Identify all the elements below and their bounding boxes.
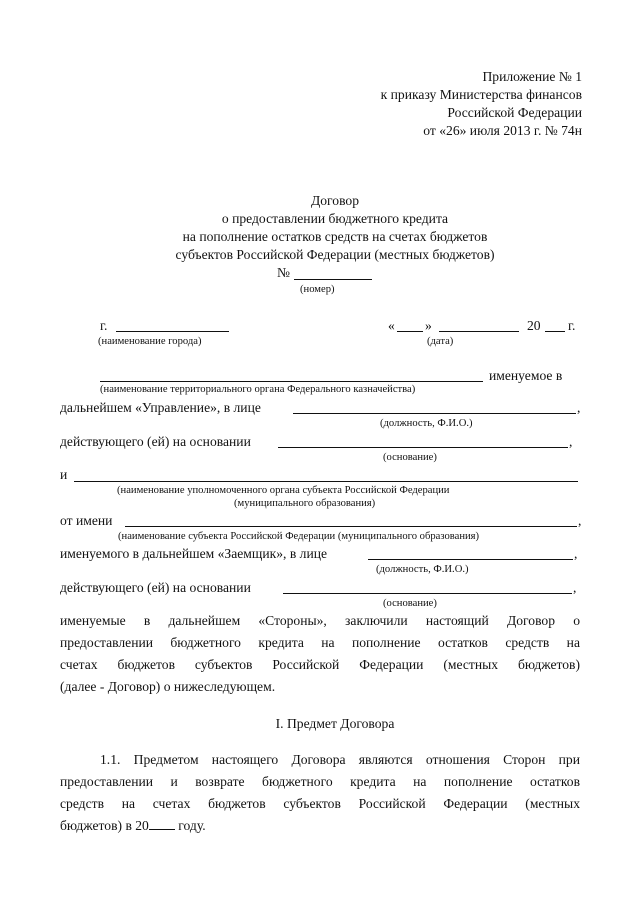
basis-caption-2: (основание) (383, 598, 437, 609)
section-heading: I. Предмет Договора (275, 716, 395, 731)
appendix-line-2: к приказу Министерства финансов (380, 87, 582, 102)
number-sign: № (277, 265, 290, 280)
date-quote-close: » (425, 318, 432, 333)
territorial-body-field[interactable] (100, 381, 483, 382)
named-as-text: именуемое в (489, 368, 563, 383)
year-field[interactable] (545, 331, 565, 332)
city-caption: (наименование города) (98, 336, 202, 347)
authority-caption-1: (наименование уполномоченного органа субъекта Российской Федерации (117, 485, 450, 496)
upravlenie-person-field[interactable] (293, 413, 576, 414)
position-caption-1: (должность, Ф.И.О.) (380, 418, 473, 429)
appendix-line-3: Российской Федерации (447, 105, 582, 120)
title-line-2: о предоставлении бюджетного кредита (221, 211, 449, 226)
borrower-text: именуемого в дальнейшем «Заемщик», в лице (60, 546, 328, 561)
city-field[interactable] (116, 331, 229, 332)
credit-year-field[interactable] (149, 817, 175, 830)
section-line-4 (60, 815, 580, 837)
subject-caption: (наименование субъекта Российской Федерации (муниципального образования) (118, 531, 480, 542)
intro-line-1: именуемые в дальнейшем «Стороны», заключили настоящий Договор о (60, 613, 580, 628)
acting-basis-text-1: действующего (ей) на основании (60, 434, 251, 449)
on-behalf-text: от имени (60, 513, 113, 528)
section-line-1: 1.1. Предметом настоящего Договора являются отношения Сторон при (100, 752, 580, 767)
intro-paragraph (60, 610, 580, 698)
title-line-4: субъектов Российской Федерации (местных бюджетов) (175, 247, 495, 262)
section-paragraph (60, 749, 580, 837)
basis-field-2[interactable] (283, 593, 572, 594)
month-field[interactable] (439, 331, 519, 332)
appendix-line-1: Приложение № 1 (482, 69, 582, 84)
intro-line-4: (далее - Договор) о нижеследующем. (60, 679, 276, 694)
section-line-3: средств на счетах бюджетов субъектов Российской Федерации (местных (60, 796, 580, 811)
year-suffix: г. (568, 318, 576, 333)
territorial-body-caption: (наименование территориального органа Федерального казначейства) (100, 384, 416, 395)
title-line-1: Договор (310, 193, 360, 208)
authority-caption-2: (муниципального образования) (234, 498, 376, 509)
intro-line-3: счетах бюджетов субъектов Российской Федерации (местных бюджетов) (60, 657, 580, 672)
date-caption: (дата) (427, 336, 454, 347)
title-line-3: на пополнение остатков средств на счетах бюджетов (182, 229, 488, 244)
upravlenie-text: дальнейшем «Управление», в лице (60, 400, 261, 415)
basis-field-1[interactable] (278, 447, 568, 448)
basis-caption-1: (основание) (383, 452, 437, 463)
section-line-4-before: бюджетов) в 20 (60, 818, 149, 833)
year-prefix: 20 (527, 318, 541, 333)
number-caption: (номер) (300, 284, 335, 295)
date-quote-open: « (388, 318, 395, 333)
number-field[interactable] (294, 279, 372, 280)
acting-basis-text-2: действующего (ей) на основании (60, 580, 251, 595)
borrower-person-field[interactable] (368, 559, 573, 560)
section-line-4-after: году. (178, 818, 206, 833)
city-prefix: г. (100, 318, 108, 333)
and-text: и (60, 467, 68, 482)
section-line-2: предоставлении и возврате бюджетного кредита на пополнение остатков (60, 774, 580, 789)
day-field[interactable] (397, 331, 423, 332)
appendix-line-4: от «26» июля 2013 г. № 74н (423, 123, 582, 138)
intro-line-2: предоставлении бюджетного кредита на пополнение остатков средств на (60, 635, 580, 650)
subject-field[interactable] (125, 526, 577, 527)
authority-field[interactable] (74, 481, 578, 482)
position-caption-2: (должность, Ф.И.О.) (376, 564, 469, 575)
